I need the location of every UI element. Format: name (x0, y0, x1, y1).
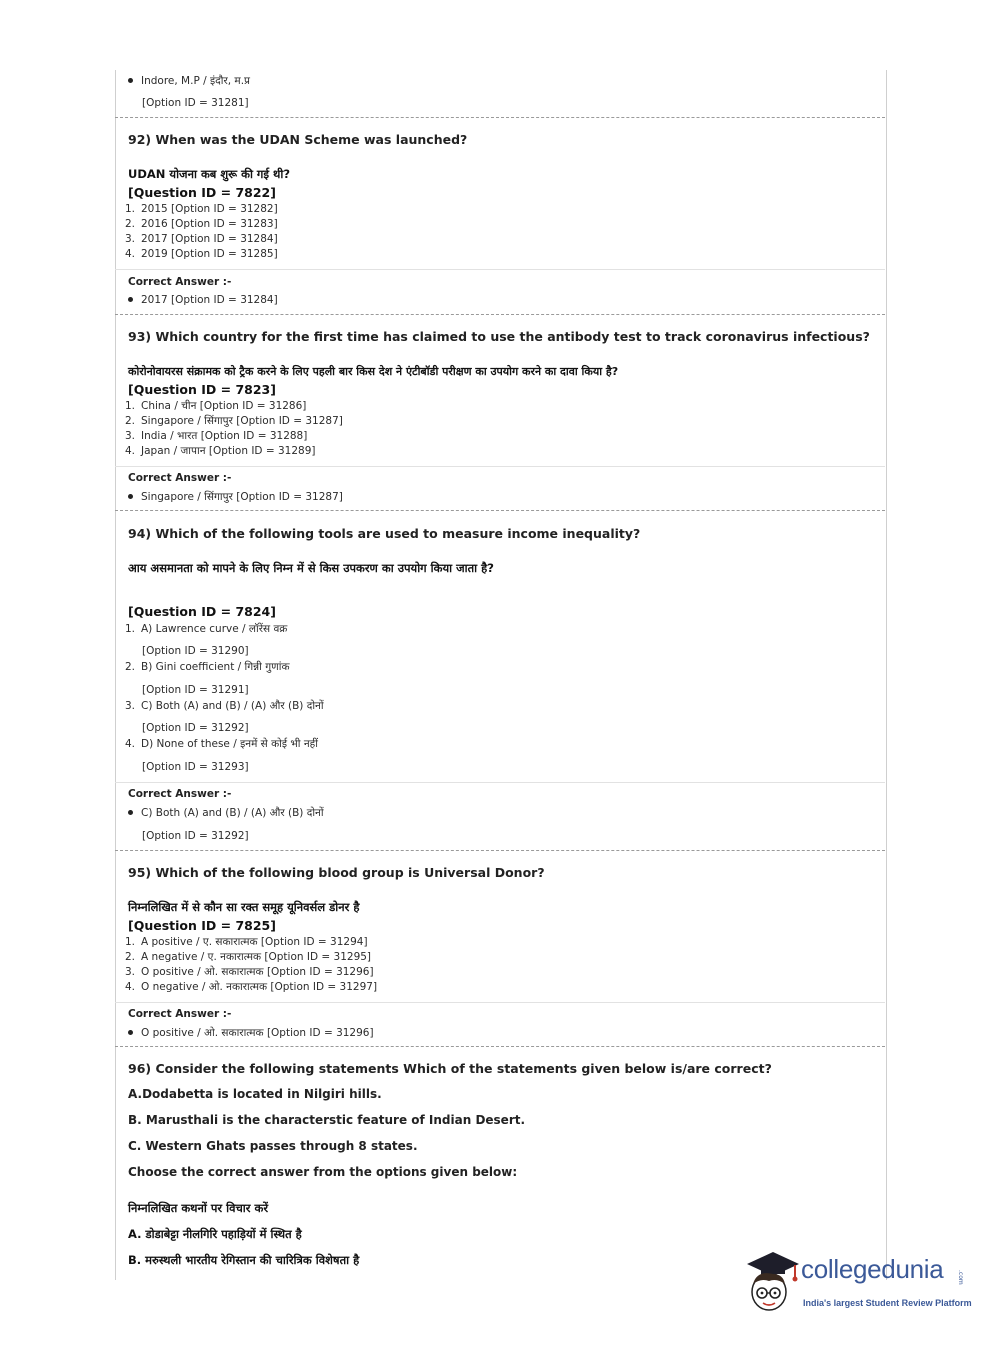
option-id: [Option ID = 31281] (142, 97, 249, 109)
statement: B. Marusthali is the characterstic feature of Indian Desert. (128, 1113, 526, 1127)
question-title: 93) Which country for the first time has claimed to use the antibody test to track coronavirus infectious? (128, 329, 870, 344)
list-item: 2. 2016 [Option ID = 31283] (125, 218, 278, 230)
list-item: 1. A positive / ए. सकारात्मक [Option ID = 31294] (125, 936, 368, 948)
list-item: 4. D) None of these / इनमें से कोई भी नहीं (125, 738, 318, 750)
question-title: 94) Which of the following tools are used to measure income inequality? (128, 526, 641, 541)
list-item: 4. O negative / ओ. नकारात्मक [Option ID = 31297] (125, 981, 378, 993)
divider (115, 269, 885, 270)
divider (115, 510, 885, 511)
logo-com: .com (957, 1270, 964, 1285)
list-item: 4. Japan / जापान [Option ID = 31289] (125, 445, 316, 457)
list-item: 1. 2015 [Option ID = 31282] (125, 203, 278, 215)
question-title: 92) When was the UDAN Scheme was launched? (128, 132, 468, 147)
list-item: 3. 2017 [Option ID = 31284] (125, 233, 278, 245)
option-id: [Option ID = 31293] (142, 761, 249, 773)
question-title: 96) Consider the following statements Which of the statements given below is/are correct? (128, 1061, 772, 1076)
collegedunia-logo (743, 1248, 973, 1322)
correct-answer-label: Correct Answer :- (128, 1008, 232, 1020)
statement: Choose the correct answer from the options given below: (128, 1165, 518, 1179)
divider (115, 466, 885, 467)
list-item: 2. Singapore / सिंगापुर [Option ID = 31287] (125, 415, 343, 427)
question-id: [Question ID = 7824] (128, 604, 276, 619)
bullet-icon (128, 78, 133, 83)
correct-answer: 2017 [Option ID = 31284] (128, 294, 278, 306)
list-item: 1. China / चीन [Option ID = 31286] (125, 400, 307, 412)
statement: C. Western Ghats passes through 8 states. (128, 1139, 418, 1153)
question-id: [Question ID = 7825] (128, 918, 276, 933)
list-item: 2. A negative / ए. नकारात्मक [Option ID = 31295] (125, 951, 372, 963)
correct-answer-label: Correct Answer :- (128, 788, 232, 800)
list-item: 3. C) Both (A) and (B) / (A) और (B) दोनों (125, 700, 324, 712)
divider (115, 117, 885, 118)
correct-answer: Singapore / सिंगापुर [Option ID = 31287] (128, 490, 343, 504)
logo-tagline: India's largest Student Review Platform (803, 1298, 972, 1308)
question-hindi: निम्नलिखित में से कौन सा रक्त समूह यूनिवर्सल डोनर है (128, 900, 360, 914)
question-title: 95) Which of the following blood group is Universal Donor? (128, 865, 545, 880)
mascot-icon (743, 1248, 801, 1318)
list-item: 2. B) Gini coefficient / गिन्नी गुणांक (125, 661, 290, 673)
correct-answer: O positive / ओ. सकारात्मक [Option ID = 31296] (128, 1026, 374, 1040)
option-id: [Option ID = 31292] (142, 830, 249, 842)
correct-answer: C) Both (A) and (B) / (A) और (B) दोनों (128, 806, 324, 820)
list-item: 3. India / भारत [Option ID = 31288] (125, 430, 308, 442)
question-hindi: आय असमानता को मापने के लिए निम्न में से किस उपकरण का उपयोग किया जाता है? (128, 561, 494, 575)
divider (115, 1002, 885, 1003)
statement: A.Dodabetta is located in Nilgiri hills. (128, 1087, 382, 1101)
divider (115, 850, 885, 851)
bullet-icon (128, 494, 133, 499)
correct-answer-label: Correct Answer :- (128, 276, 232, 288)
bullet-icon (128, 1030, 133, 1035)
question-hindi: UDAN योजना कब शुरू की गई थी? (128, 167, 291, 181)
list-item: 1. A) Lawrence curve / लॉरेंस वक्र (125, 623, 288, 635)
option-id: [Option ID = 31290] (142, 645, 249, 657)
list-item: Indore, M.P / इंदौर, म.प्र (128, 74, 250, 88)
option-id: [Option ID = 31291] (142, 684, 249, 696)
bullet-icon (128, 810, 133, 815)
divider (115, 782, 885, 783)
list-item: 4. 2019 [Option ID = 31285] (125, 248, 278, 260)
question-id: [Question ID = 7823] (128, 382, 276, 397)
question-hindi: कोरोनोवायरस संक्रामक को ट्रैक करने के लिए पहली बार किस देश ने एंटीबॉडी परीक्षण का उपयोग करने का दावा किया है? (128, 365, 619, 378)
option-id: [Option ID = 31292] (142, 722, 249, 734)
statement-hindi: निम्नलिखित कथनों पर विचार करें (128, 1201, 269, 1215)
correct-answer-label: Correct Answer :- (128, 472, 232, 484)
statement-hindi: B. मरुस्थली भारतीय रेगिस्तान की चारित्रिक विशेषता है (128, 1253, 360, 1267)
logo-wordmark: collegedunia (801, 1254, 944, 1284)
bullet-icon (128, 297, 133, 302)
divider (115, 314, 885, 315)
statement-hindi: A. डोडाबेट्टा नीलगिरि पहाड़ियों में स्थित है (128, 1227, 302, 1241)
list-item: 3. O positive / ओ. सकारात्मक [Option ID = 31296] (125, 966, 374, 978)
divider (115, 1046, 885, 1047)
question-id: [Question ID = 7822] (128, 185, 276, 200)
